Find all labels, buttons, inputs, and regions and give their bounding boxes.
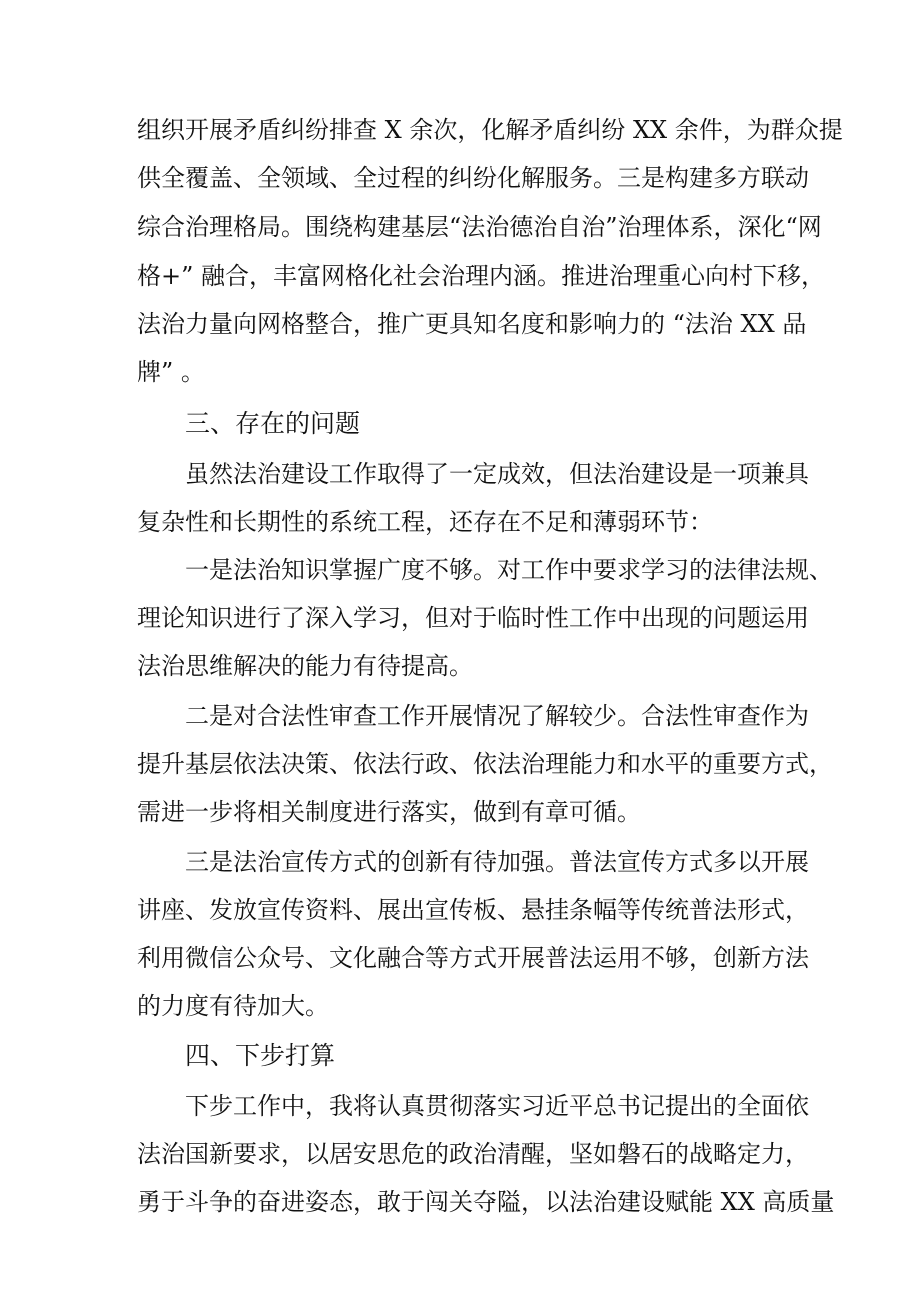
- paragraph-line: 牌” 。: [137, 358, 205, 386]
- paragraph-line: 理论知识进行了深入学习，但对于临时性工作中出现的问题运用: [137, 604, 809, 632]
- paragraph-line: 的力度有待加大。: [137, 992, 329, 1020]
- paragraph-line: 二是对合法性审查工作开展情况了解较少。合法性审查作为: [185, 702, 809, 730]
- paragraph-line: 提升基层依法决策、依法行政、依法治理能力和水平的重要方式，: [137, 750, 833, 778]
- paragraph-line: 勇于斗争的奋进姿态，敢于闯关夺隘，以法治建设赋能 XX 高质量: [137, 1188, 835, 1216]
- paragraph-line: 三是法治宣传方式的创新有待加强。普法宣传方式多以开展: [185, 848, 809, 876]
- paragraph-line: 格+” 融合，丰富网格化社会治理内涵。推进治理重心向村下移，: [137, 262, 826, 290]
- paragraph-line: 法治思维解决的能力有待提高。: [137, 652, 473, 680]
- paragraph-line: 法治国新要求，以居安思危的政治清醒，坚如磐石的战略定力，: [137, 1140, 809, 1168]
- paragraph-line: 供全覆盖、全领域、全过程的纠纷化解服务。三是构建多方联动: [137, 164, 809, 192]
- section-heading: 四、下步打算: [185, 1041, 336, 1070]
- paragraph-line: 复杂性和长期性的系统工程，还存在不足和薄弱环节：: [137, 508, 713, 536]
- paragraph-line: 下步工作中，我将认真贯彻落实习近平总书记提出的全面依: [185, 1092, 809, 1120]
- paragraph-line: 法治力量向网格整合，推广更具知名度和影响力的 “法治 XX 品: [137, 310, 807, 338]
- paragraph-line: 需进一步将相关制度进行落实，做到有章可循。: [137, 798, 641, 826]
- paragraph-line: 一是法治知识掌握广度不够。对工作中要求学习的法律法规、: [185, 556, 833, 584]
- paragraph-line: 综合治理格局。围绕构建基层“法治德治自治”治理体系，深化“网: [137, 213, 822, 241]
- paragraph-line: 组织开展矛盾纠纷排查 X 余次，化解矛盾纠纷 XX 余件，为群众提: [137, 116, 843, 144]
- paragraph-line: 利用微信公众号、文化融合等方式开展普法运用不够，创新方法: [137, 944, 809, 972]
- paragraph-line: 讲座、发放宣传资料、展出宣传板、悬挂条幅等传统普法形式，: [137, 896, 809, 924]
- section-heading: 三、存在的问题: [185, 409, 361, 438]
- paragraph-line: 虽然法治建设工作取得了一定成效，但法治建设是一项兼具: [185, 460, 809, 488]
